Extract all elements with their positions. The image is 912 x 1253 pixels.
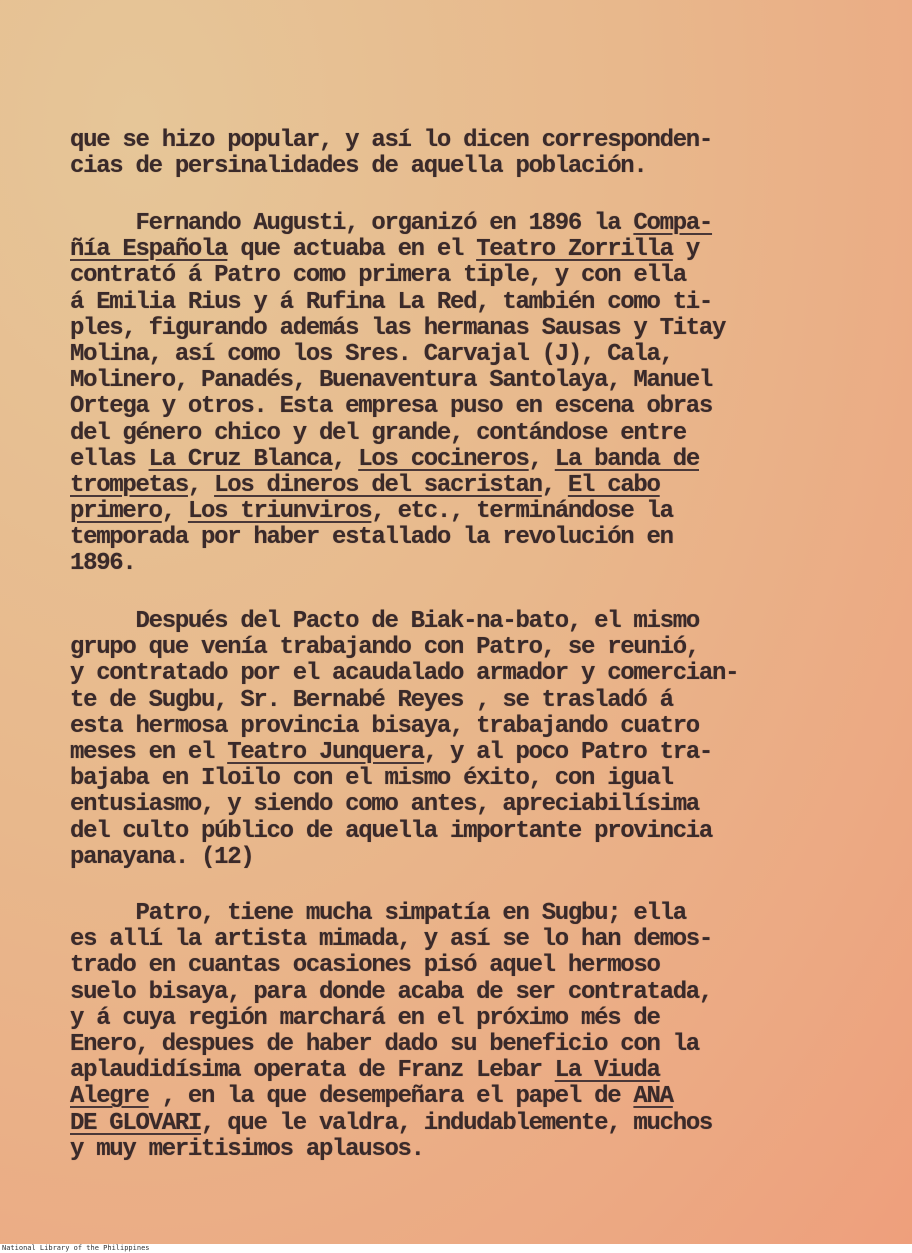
text-line — [70, 901, 860, 927]
underlined-title: Compa- — [633, 210, 713, 237]
text-line — [70, 661, 860, 687]
text-segment: Patro, tiene mucha simpatía en Sugbu; ella — [135, 900, 686, 927]
text-segment: grupo que venía trabajando con Patro, se reunió, — [70, 634, 699, 662]
text-line — [70, 980, 860, 1006]
text-segment: y á cuya región marchará en el próximo més de — [70, 1004, 660, 1032]
text-segment: Molina, así como los Sres. Carvajal (J), Cala, — [70, 340, 673, 368]
text-segment: que se hizo popular, y así lo dicen corresponden- — [70, 127, 713, 154]
text-segment: , — [332, 445, 359, 473]
underlined-title: ñía Española — [70, 236, 228, 264]
text-line — [70, 1084, 860, 1110]
text-segment: Enero, despues de haber dado su beneficio con la — [70, 1030, 699, 1058]
underlined-title: trompetas — [70, 471, 188, 499]
text-segment: , que le valdra, indudablemente, muchos — [201, 1109, 713, 1137]
text-segment: entusiasmo, y siendo como antes, apreciabilísima — [70, 791, 699, 819]
text-line — [70, 128, 860, 154]
text-line — [70, 1006, 860, 1032]
text-line — [70, 447, 860, 473]
underlined-title: La Viuda — [554, 1057, 660, 1085]
text-segment: Después del Pacto de Biak-na-bato, el mismo — [135, 608, 699, 635]
text-line — [70, 368, 860, 394]
underlined-title: Teatro Zorrilla — [476, 236, 673, 264]
text-line — [70, 263, 860, 289]
text-segment: , — [187, 471, 215, 499]
text-segment: Molinero, Panadés, Buenaventura Santolaya, Manuel — [70, 367, 713, 395]
text-segment: á Emilia Rius y á Rufina La Red, también como ti- — [70, 288, 713, 316]
text-segment: es allí la artista mimada, y así se lo han demos- — [70, 926, 713, 954]
text-line — [70, 1137, 860, 1163]
text-line — [70, 394, 860, 420]
text-segment: esta hermosa provincia bisaya, trabajando cuatro — [70, 712, 699, 740]
text-line — [70, 342, 860, 368]
text-line — [70, 1058, 860, 1084]
paragraph-4 — [70, 901, 860, 1163]
text-segment: suelo bisaya, para donde acaba de ser contratada, — [70, 978, 713, 1006]
paragraph-3 — [70, 609, 860, 871]
text-segment: , — [541, 471, 568, 499]
text-segment: , en la que desempeñara el papel de — [148, 1083, 634, 1111]
text-line — [70, 714, 860, 740]
underlined-title: Los triunviros — [187, 498, 372, 526]
text-segment: 1896. — [70, 550, 136, 578]
text-line — [70, 845, 860, 871]
text-line — [70, 927, 860, 953]
text-segment: que actuaba en el — [227, 236, 477, 264]
text-segment: panayana. (12) — [70, 843, 254, 871]
text-line — [70, 792, 860, 818]
text-segment: cias de persinalidades de aquella población. — [70, 153, 647, 181]
underlined-title: La Cruz Blanca — [148, 445, 333, 473]
text-segment: del culto público de aquella importante provincia — [70, 817, 713, 845]
text-segment: ellas — [70, 445, 149, 473]
text-segment: temporada por haber estallado la revolución en — [70, 524, 673, 552]
text-line — [70, 421, 860, 447]
text-line — [70, 473, 860, 499]
text-line — [70, 688, 860, 714]
text-segment: ples, figurando además las hermanas Sausas y Titay — [70, 314, 726, 342]
text-line — [70, 609, 860, 635]
text-segment: Fernando Augusti, organizó en 1896 la — [135, 210, 634, 237]
text-segment: , — [528, 445, 555, 473]
text-line — [70, 290, 860, 316]
text-line — [70, 499, 860, 525]
text-line — [70, 1111, 860, 1137]
underlined-title: Los dineros del sacristan — [214, 471, 542, 499]
text-line — [70, 211, 860, 237]
text-segment: , etc., terminándose la — [371, 498, 673, 526]
text-segment: meses en el — [70, 738, 228, 766]
underlined-title: El cabo — [567, 471, 660, 499]
footer-credit: National Library of the Philippines — [0, 1244, 912, 1253]
text-segment: y contratado por el acaudalado armador y comercian- — [70, 660, 739, 688]
text-segment: , — [161, 498, 188, 526]
text-line — [70, 766, 860, 792]
text-segment: bajaba en Iloilo con el mismo éxito, con igual — [70, 765, 673, 793]
text-segment: contrató á Patro como primera tiple, y con ella — [70, 262, 686, 290]
text-line — [70, 237, 860, 263]
underlined-title: ANA — [633, 1083, 673, 1111]
underlined-title: Los cocineros — [358, 445, 529, 473]
text-line — [70, 953, 860, 979]
text-line — [70, 551, 860, 577]
text-segment: Ortega y otros. Esta empresa puso en escena obras — [70, 393, 713, 421]
text-segment: , y al poco Patro tra- — [423, 738, 713, 766]
text-segment: y muy meritisimos aplausos. — [70, 1135, 424, 1163]
text-line — [70, 819, 860, 845]
text-line — [70, 154, 860, 180]
underlined-title: primero — [70, 498, 162, 526]
text-line — [70, 635, 860, 661]
paragraph-2 — [70, 211, 860, 578]
text-segment: del género chico y del grande, contándose entre — [70, 419, 686, 447]
text-segment: te de Sugbu, Sr. Bernabé Reyes , se trasladó á — [70, 686, 673, 714]
text-line — [70, 525, 860, 551]
underlined-title: DE GLOVARI — [70, 1109, 202, 1137]
text-segment: y — [672, 236, 699, 264]
underlined-title: Alegre — [70, 1083, 149, 1111]
text-line — [70, 740, 860, 766]
text-segment: trado en cuantas ocasiones pisó aquel hermoso — [70, 952, 660, 980]
paragraph-1 — [70, 128, 860, 180]
underlined-title: Teatro Junquera — [227, 738, 424, 766]
text-line — [70, 1032, 860, 1058]
text-line — [70, 316, 860, 342]
underlined-title: La banda de — [554, 445, 699, 473]
text-segment: aplaudidísima operata de Franz Lebar — [70, 1057, 555, 1085]
